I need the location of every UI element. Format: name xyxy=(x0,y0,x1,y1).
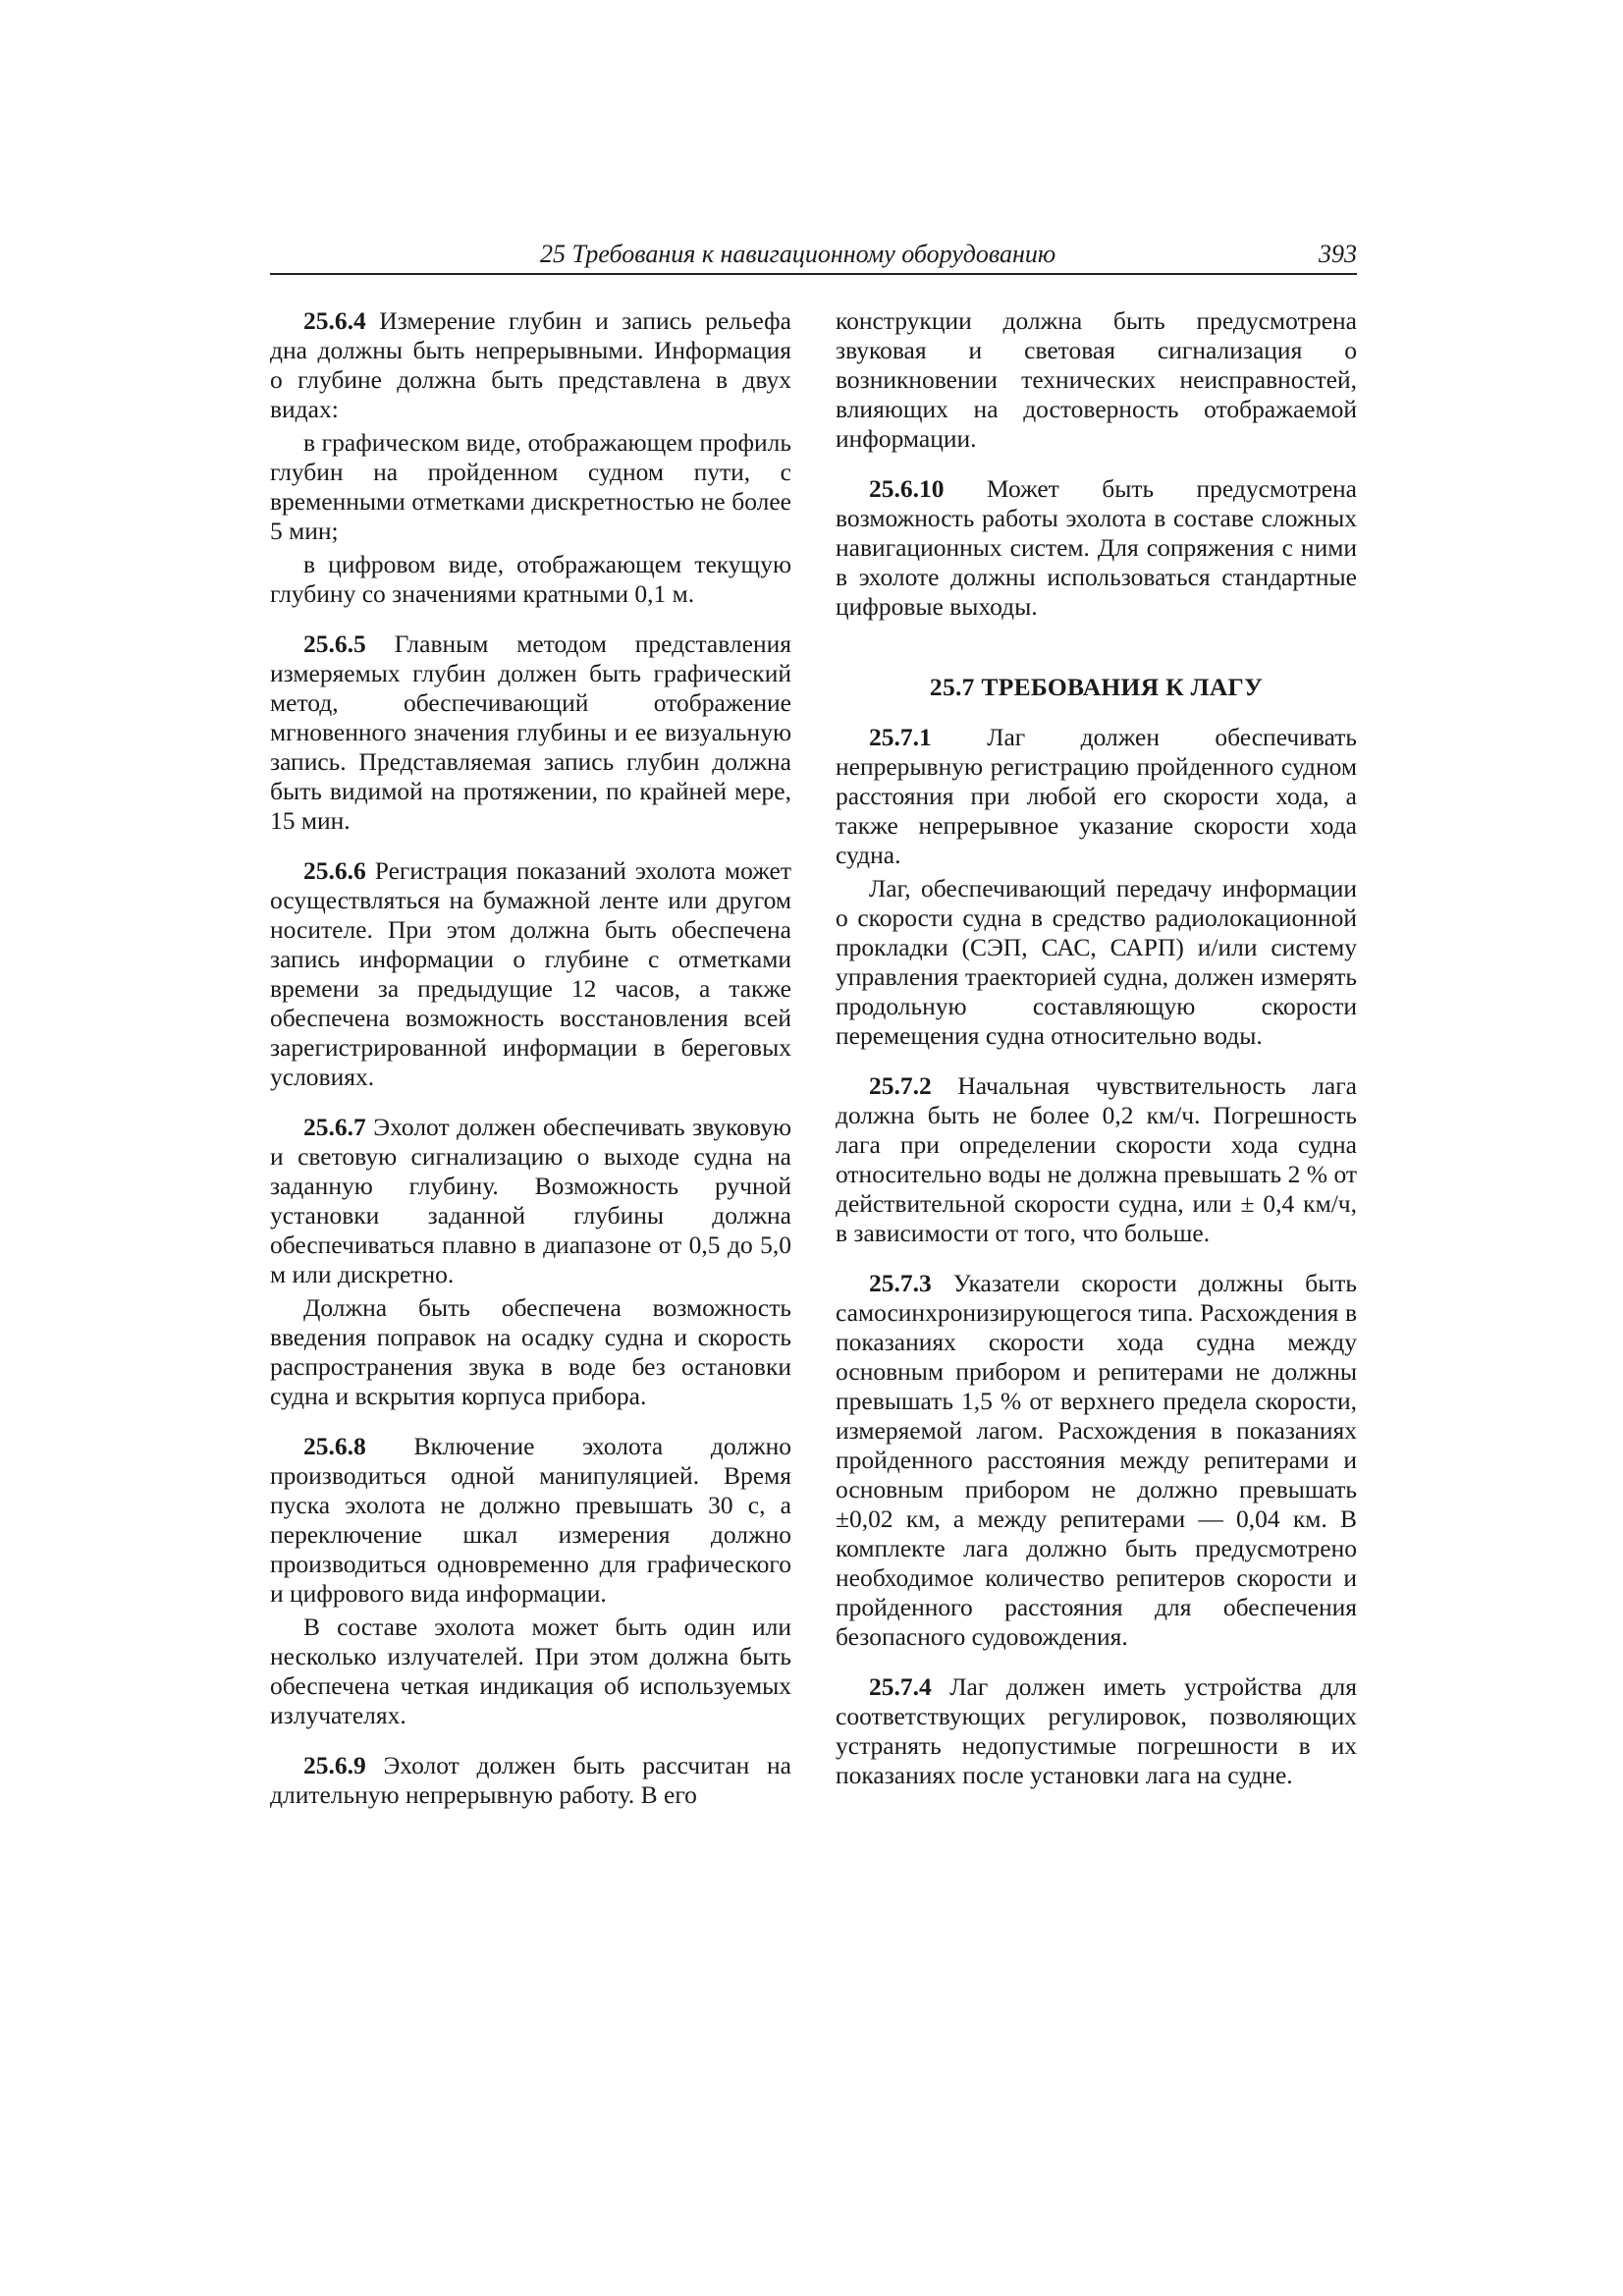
paragraph-25-6-9 xyxy=(270,1751,791,1810)
clause-number: 25.6.8 xyxy=(303,1432,366,1460)
paragraph-continuation xyxy=(836,306,1357,454)
paragraph-25-6-5 xyxy=(270,629,791,836)
paragraph-log-speed-transfer xyxy=(836,874,1357,1051)
paragraph-text: Измерение глубин и запись рельефа дна должны быть непрерывными. Информация о глубине должна быть представлена в двух видах: xyxy=(270,306,791,423)
paragraph-digital-view xyxy=(270,550,791,609)
paragraph-text: Включение эхолота должно производиться одной манипуляцией. Время пуска эхолота не должно превышать 30 с, а переключение шкал измерения должно производиться одновременно для графического и цифрового вида информации. xyxy=(270,1432,791,1608)
paragraph-text: в цифровом виде, отображающем текущую глубину со значениями кратными 0,1 м. xyxy=(270,550,791,608)
paragraph-25-6-4 xyxy=(270,306,791,424)
paragraph-text: Лаг должен иметь устройства для соответствующих регулировок, позволяющих устранять недопустимые погрешности в их показаниях после установки лага на судне. xyxy=(836,1672,1357,1789)
paragraph-text: Лаг должен обеспечивать непрерывную регистрацию пройденного судном расстояния при любой его скорости хода, а также непрерывное указание скорости хода судна. xyxy=(836,723,1357,869)
page-number: 393 xyxy=(1319,240,1357,268)
paragraph-text: в графическом виде, отображающем профиль глубин на пройденном судном пути, с временными отметками дискретностью не более 5 мин; xyxy=(270,428,791,545)
paragraph-corrections xyxy=(270,1293,791,1411)
paragraph-text: Должна быть обеспечена возможность введения поправок на осадку судна и скорость распространения звука в воде без остановки судна и вскрытия корпуса прибора. xyxy=(270,1293,791,1410)
header-title: 25 Требования к навигационному оборудованию xyxy=(540,240,1056,268)
paragraph-25-6-7 xyxy=(270,1113,791,1289)
clause-number: 25.6.9 xyxy=(303,1751,366,1779)
clause-number: 25.7.2 xyxy=(869,1071,932,1100)
clause-number: 25.6.6 xyxy=(303,856,366,885)
paragraph-text: конструкции должна быть предусмотрена звуковая и световая сигнализация о возникновении технических неисправностей, влияющих на достоверность отображаемой информации. xyxy=(836,306,1357,453)
paragraph-25-6-6 xyxy=(270,856,791,1092)
right-column xyxy=(836,306,1357,1790)
paragraph-text: Начальная чувствительность лага должна быть не более 0,2 км/ч. Погрешность лага при определении скорости хода судна относительно воды не должна превышать 2 % от действительной скорости судна, или ± 0,4 км/ч, в зависимости от того, что больше. xyxy=(836,1071,1357,1247)
clause-number: 25.7.3 xyxy=(869,1269,932,1297)
paragraph-graphic-view xyxy=(270,428,791,546)
paragraph-25-6-8 xyxy=(270,1432,791,1609)
paragraph-text: Регистрация показаний эхолота может осуществляться на бумажной ленте или другом носителе. При этом должна быть обеспечена запись информации о глубине с отметками времени за предыдущие 12 часов, а также обеспечена возможность восстановления всей зарегистрированной информации в береговых условиях. xyxy=(270,856,791,1091)
paragraph-25-6-10 xyxy=(836,474,1357,622)
section-heading: 25.7 ТРЕБОВАНИЯ К ЛАГУ xyxy=(929,673,1264,701)
clause-number: 25.6.10 xyxy=(869,474,945,503)
clause-number: 25.7.4 xyxy=(869,1672,932,1701)
paragraph-text: Лаг, обеспечивающий передачу информации о скорости судна в средство радиолокационной прокладки (СЭП, САС, САРП) и/или систему управления траекторией судна, должен измерять продольную составляющую скорости перемещения судна относительно воды. xyxy=(836,874,1357,1050)
paragraph-25-7-1 xyxy=(836,723,1357,870)
paragraph-25-7-3 xyxy=(836,1269,1357,1652)
paragraph-text: Эхолот должен быть рассчитан на длительную непрерывную работу. В его xyxy=(270,1751,791,1809)
clause-number: 25.6.5 xyxy=(303,629,366,658)
paragraph-text: В составе эхолота может быть один или несколько излучателей. При этом должна быть обеспечена четкая индикация об используемых излучателях. xyxy=(270,1613,791,1729)
paragraph-25-7-2 xyxy=(836,1071,1357,1248)
paragraph-text: Главным методом представления измеряемых глубин должен быть графический метод, обеспечивающий отображение мгновенного значения глубины и ее визуальную запись. Представляемая запись глубин должна быть видимой на протяжении, по крайней мере, 15 мин. xyxy=(270,629,791,835)
clause-number: 25.6.7 xyxy=(303,1113,366,1141)
paragraph-emitters xyxy=(270,1613,791,1730)
paragraph-text: Эхолот должен обеспечивать звуковую и световую сигнализацию о выходе судна на заданную глубину. Возможность ручной установки заданной глубины должна обеспечиваться плавно в диапазоне от 0,5 до 5,0 м или дискретно. xyxy=(270,1113,791,1288)
clause-number: 25.6.4 xyxy=(303,306,366,335)
left-column xyxy=(270,306,791,1810)
paragraph-text: Может быть предусмотрена возможность работы эхолота в составе сложных навигационных систем. Для сопряжения с ними в эхолоте должны использоваться стандартные цифровые выходы. xyxy=(836,474,1357,621)
paragraph-text: Указатели скорости должны быть самосинхронизирующегося типа. Расхождения в показаниях скорости хода судна между основным прибором и репитерами не должны превышать 1,5 % от верхнего предела скорости, измеряемой лагом. Расхождения в показаниях пройденного расстояния между репитерами и основным прибором не должно превышать ±0,02 км, а между репитерами — 0,04 км. В комплекте лага должно быть предусмотрено необходимое количество репитеров скорости и пройденного расстояния для обеспечения безопасного судовождения. xyxy=(836,1269,1357,1651)
running-header xyxy=(270,240,1357,275)
clause-number: 25.7.1 xyxy=(869,723,932,751)
paragraph-25-7-4 xyxy=(836,1672,1357,1790)
